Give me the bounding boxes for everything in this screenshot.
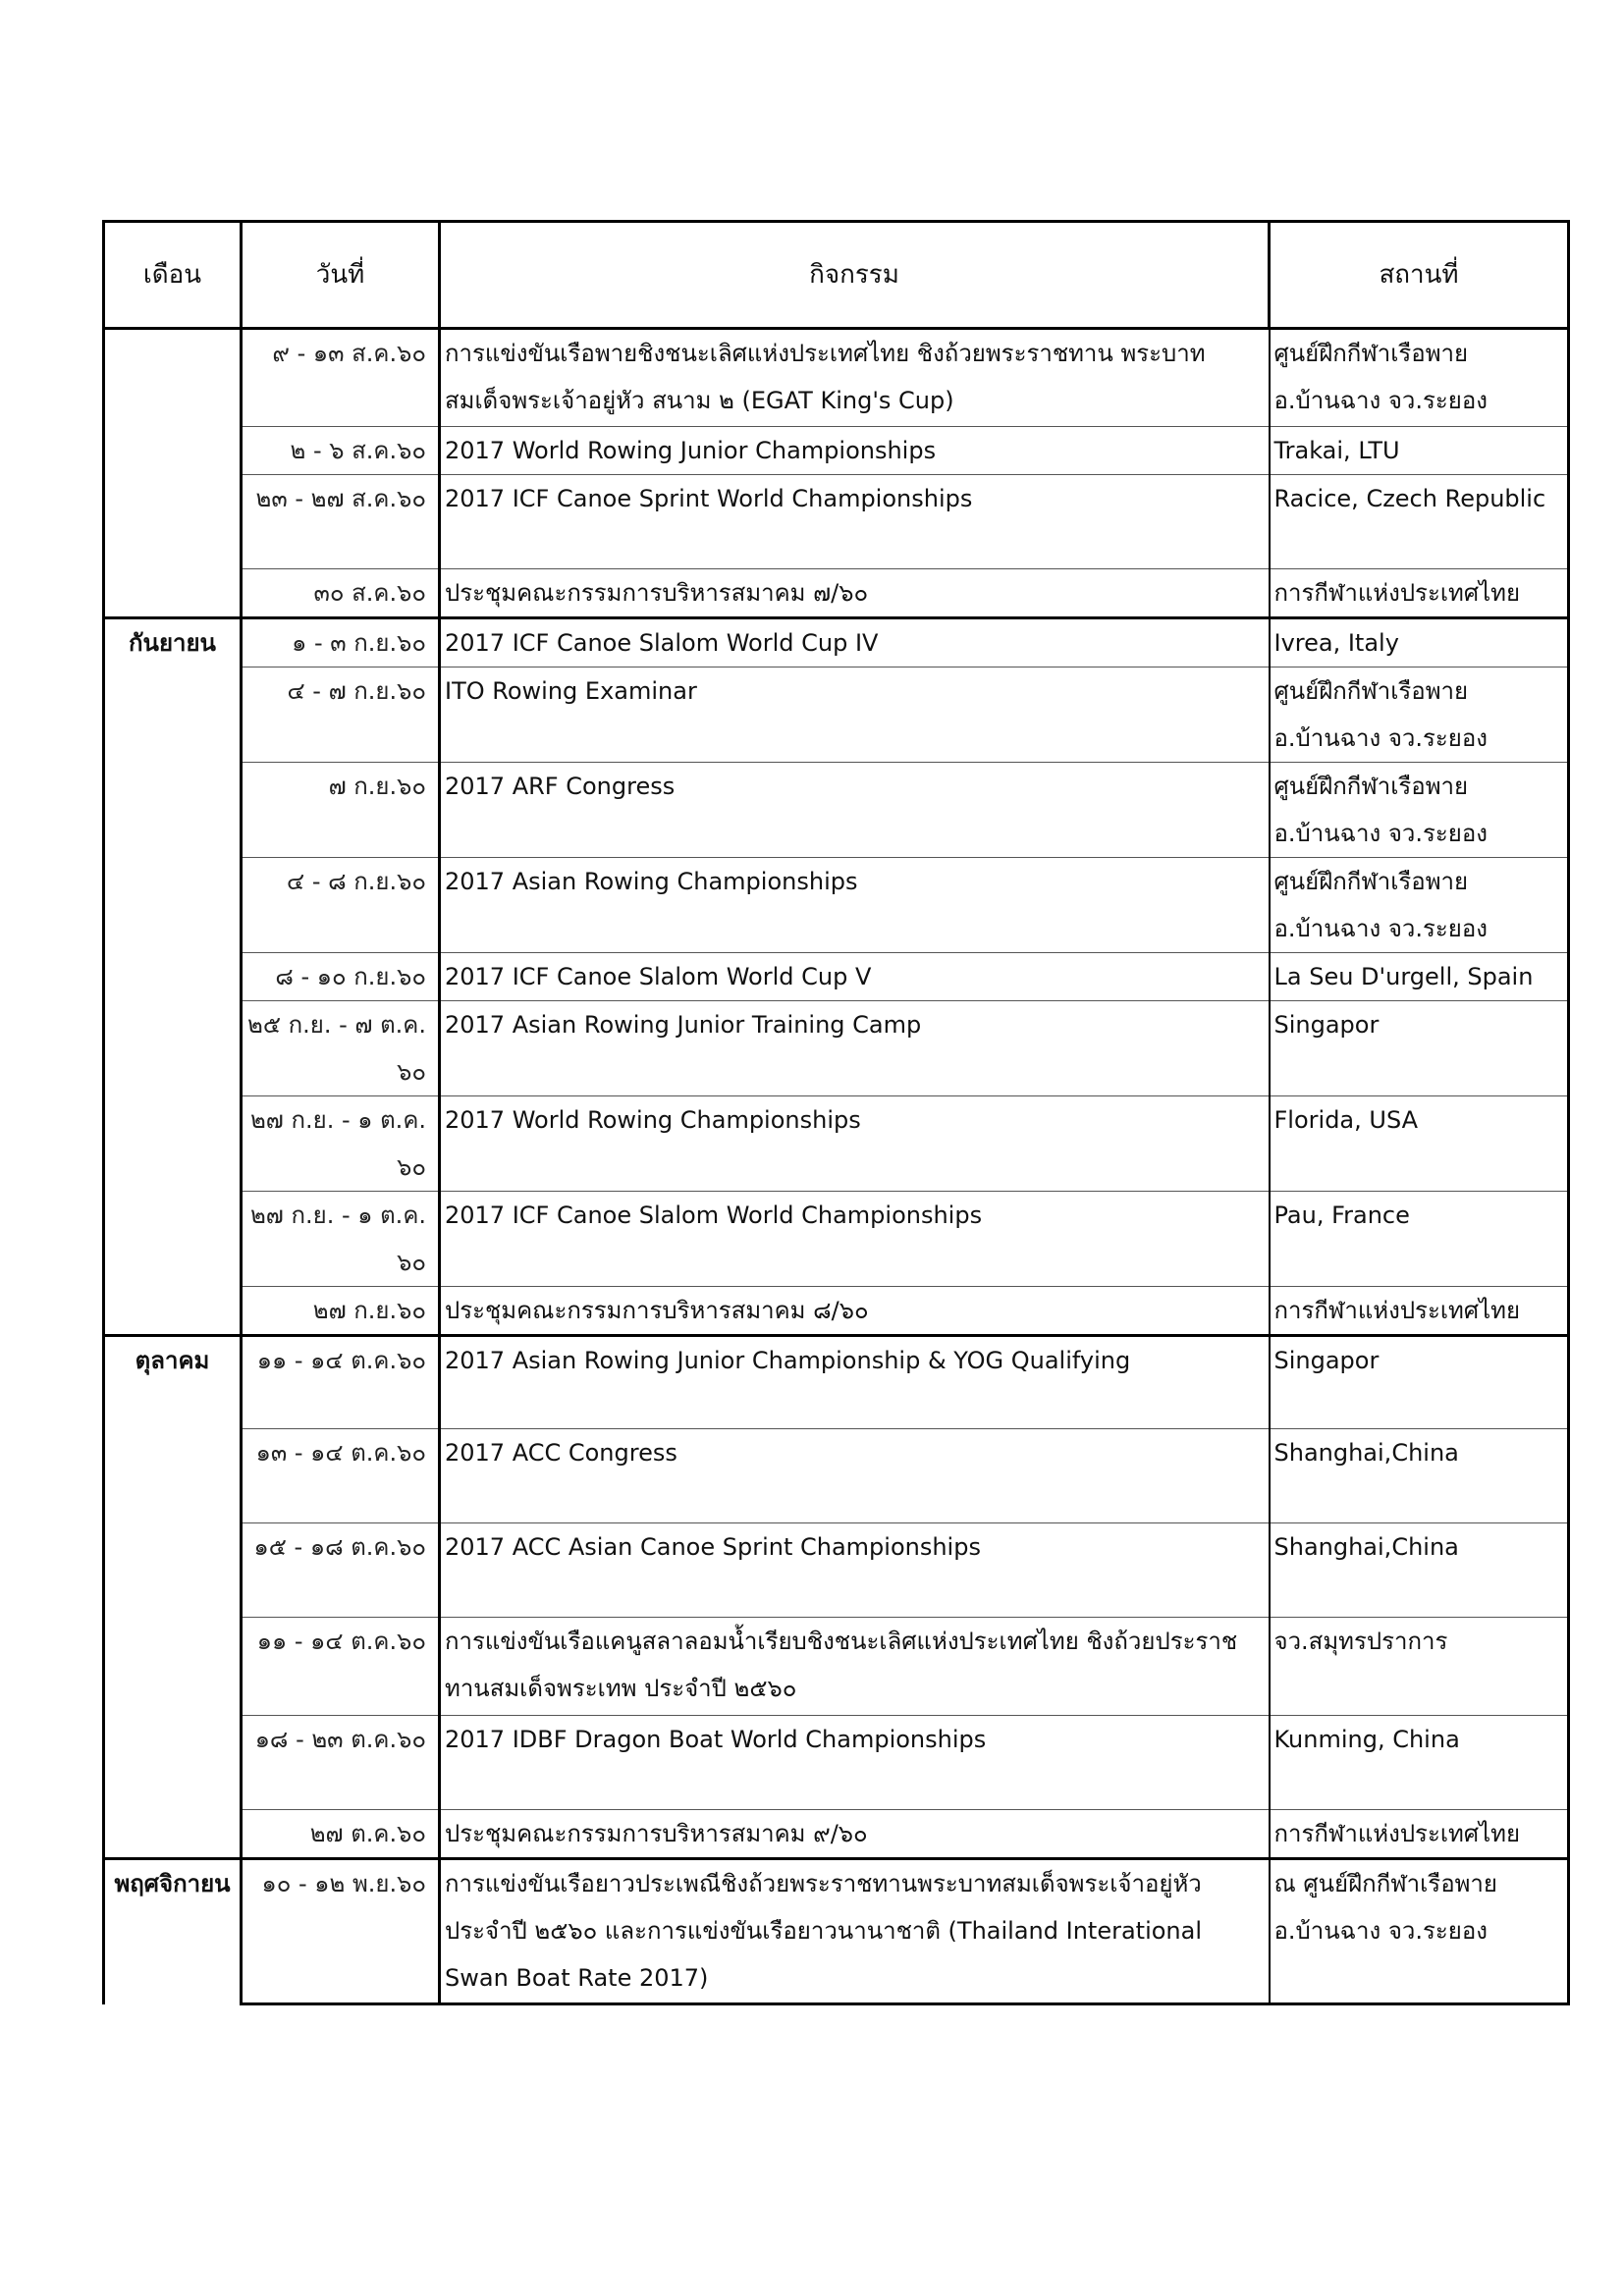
table-row [104, 1001, 1569, 1096]
activity-cell: 2017 Asian Rowing Championships [440, 858, 1270, 953]
header-venue: สถานที่ [1270, 222, 1569, 329]
activity-cell: การแข่งขันเรือพายชิงชนะเลิศแห่งประเทศไทย ชิงถ้วยพระราชทาน พระบาทสมเด็จพระเจ้าอยู่หัว สนาม ๒ (EGAT King's Cup) [440, 329, 1270, 427]
activity-cell: ประชุมคณะกรรมการบริหารสมาคม ๗/๖๐ [440, 569, 1270, 618]
month-cell [104, 475, 242, 569]
activity-cell: การแข่งขันเรือแคนูสลาลอมน้ำเรียบชิงชนะเลิศแห่งประเทศไทย ชิงถ้วยประราชทานสมเด็จพระเทพ ประจำปี ๒๕๖๐ [440, 1618, 1270, 1716]
date-cell: ๗ ก.ย.๖๐ [242, 763, 440, 858]
activity-cell: 2017 Asian Rowing Junior Training Camp [440, 1001, 1270, 1096]
venue-cell: จว.สมุทรปราการ [1270, 1618, 1569, 1716]
date-cell: ๓๐ ส.ค.๖๐ [242, 569, 440, 618]
venue-cell: Florida, USA [1270, 1096, 1569, 1192]
venue-cell: การกีฬาแห่งประเทศไทย [1270, 1810, 1569, 1859]
month-cell [104, 1429, 242, 1523]
table-row [104, 667, 1569, 763]
date-cell: ๒๓ - ๒๗ ส.ค.๖๐ [242, 475, 440, 569]
month-cell [104, 858, 242, 953]
header-activity: กิจกรรม [440, 222, 1270, 329]
table-row [104, 1810, 1569, 1859]
activity-cell: ประชุมคณะกรรมการบริหารสมาคม ๘/๖๐ [440, 1287, 1270, 1336]
activity-cell: 2017 World Rowing Junior Championships [440, 427, 1270, 475]
table-row [104, 763, 1569, 858]
table-row [104, 1523, 1569, 1618]
date-cell: ๒ - ๖ ส.ค.๖๐ [242, 427, 440, 475]
venue-cell: Singapor [1270, 1336, 1569, 1429]
venue-cell: การกีฬาแห่งประเทศไทย [1270, 569, 1569, 618]
month-cell [104, 763, 242, 858]
venue-cell: Singapor [1270, 1001, 1569, 1096]
table-row [104, 618, 1569, 667]
date-cell: ๒๗ ก.ย. - ๑ ต.ค. ๖๐ [242, 1096, 440, 1192]
month-cell [104, 1618, 242, 1716]
month-cell [104, 1810, 242, 1859]
venue-cell: Shanghai,China [1270, 1429, 1569, 1523]
activity-cell: 2017 World Rowing Championships [440, 1096, 1270, 1192]
venue-cell: การกีฬาแห่งประเทศไทย [1270, 1287, 1569, 1336]
month-cell: กันยายน [104, 618, 242, 667]
venue-cell: ณ ศูนย์ฝึกกีฬาเรือพาย อ.บ้านฉาง จว.ระยอง [1270, 1859, 1569, 2004]
date-cell: ๑๑ - ๑๔ ต.ค.๖๐ [242, 1336, 440, 1429]
activity-cell: 2017 ACC Congress [440, 1429, 1270, 1523]
table-row [104, 475, 1569, 569]
header-month: เดือน [104, 222, 242, 329]
venue-cell: ศูนย์ฝึกกีฬาเรือพาย อ.บ้านฉาง จว.ระยอง [1270, 763, 1569, 858]
table-row [104, 1618, 1569, 1716]
activity-cell: 2017 ICF Canoe Sprint World Championships [440, 475, 1270, 569]
month-cell [104, 953, 242, 1001]
activity-cell: 2017 ICF Canoe Slalom World Cup V [440, 953, 1270, 1001]
venue-cell: ศูนย์ฝึกกีฬาเรือพาย อ.บ้านฉาง จว.ระยอง [1270, 858, 1569, 953]
month-cell [104, 667, 242, 763]
venue-cell: Kunming, China [1270, 1716, 1569, 1810]
month-cell [104, 1192, 242, 1287]
table-row [104, 329, 1569, 427]
schedule-table [102, 220, 1570, 2005]
month-cell [104, 1287, 242, 1336]
activity-cell: 2017 ARF Congress [440, 763, 1270, 858]
date-cell: ๒๗ ก.ย.๖๐ [242, 1287, 440, 1336]
date-cell: ๑ - ๓ ก.ย.๖๐ [242, 618, 440, 667]
date-cell: ๑๘ - ๒๓ ต.ค.๖๐ [242, 1716, 440, 1810]
activity-cell: การแข่งขันเรือยาวประเพณีชิงถ้วยพระราชทานพระบาทสมเด็จพระเจ้าอยู่หัว ประจำปี ๒๕๖๐ และการแข่งขันเรือยาวนานาชาติ (Thailand Interational Swan Boat Rate 2017) [440, 1859, 1270, 2004]
activity-cell: ประชุมคณะกรรมการบริหารสมาคม ๙/๖๐ [440, 1810, 1270, 1859]
date-cell: ๒๗ ก.ย. - ๑ ต.ค. ๖๐ [242, 1192, 440, 1287]
table-row [104, 1336, 1569, 1429]
table-row [104, 1429, 1569, 1523]
date-cell: ๔ - ๘ ก.ย.๖๐ [242, 858, 440, 953]
venue-cell: ศูนย์ฝึกกีฬาเรือพาย อ.บ้านฉาง จว.ระยอง [1270, 329, 1569, 427]
venue-cell: Shanghai,China [1270, 1523, 1569, 1618]
activity-cell: ITO Rowing Examinar [440, 667, 1270, 763]
table-row [104, 1287, 1569, 1336]
month-cell: ตุลาคม [104, 1336, 242, 1429]
table-row [104, 858, 1569, 953]
table-row [104, 427, 1569, 475]
date-cell: ๑๓ - ๑๔ ต.ค.๖๐ [242, 1429, 440, 1523]
month-cell [104, 1523, 242, 1618]
venue-cell: Racice, Czech Republic [1270, 475, 1569, 569]
table-row [104, 953, 1569, 1001]
activity-cell: 2017 IDBF Dragon Boat World Championships [440, 1716, 1270, 1810]
venue-cell: Ivrea, Italy [1270, 618, 1569, 667]
month-cell [104, 1096, 242, 1192]
date-cell: ๘ - ๑๐ ก.ย.๖๐ [242, 953, 440, 1001]
date-cell: ๙ - ๑๓ ส.ค.๖๐ [242, 329, 440, 427]
month-cell [104, 427, 242, 475]
table-row [104, 1096, 1569, 1192]
table-row [104, 1192, 1569, 1287]
venue-cell: Trakai, LTU [1270, 427, 1569, 475]
date-cell: ๑๐ - ๑๒ พ.ย.๖๐ [242, 1859, 440, 2004]
month-cell [104, 1716, 242, 1810]
activity-cell: 2017 Asian Rowing Junior Championship & YOG Qualifying [440, 1336, 1270, 1429]
date-cell: ๑๑ - ๑๔ ต.ค.๖๐ [242, 1618, 440, 1716]
venue-cell: Pau, France [1270, 1192, 1569, 1287]
venue-cell: ศูนย์ฝึกกีฬาเรือพาย อ.บ้านฉาง จว.ระยอง [1270, 667, 1569, 763]
table-row [104, 569, 1569, 618]
header-date: วันที่ [242, 222, 440, 329]
activity-cell: 2017 ICF Canoe Slalom World Cup IV [440, 618, 1270, 667]
table-row [104, 1716, 1569, 1810]
header-row [104, 222, 1569, 329]
date-cell: ๔ - ๗ ก.ย.๖๐ [242, 667, 440, 763]
venue-cell: La Seu D'urgell, Spain [1270, 953, 1569, 1001]
date-cell: ๑๕ - ๑๘ ต.ค.๖๐ [242, 1523, 440, 1618]
activity-cell: 2017 ACC Asian Canoe Sprint Championships [440, 1523, 1270, 1618]
month-cell [104, 569, 242, 618]
month-cell [104, 1001, 242, 1096]
activity-cell: 2017 ICF Canoe Slalom World Championships [440, 1192, 1270, 1287]
date-cell: ๒๗ ต.ค.๖๐ [242, 1810, 440, 1859]
date-cell: ๒๕ ก.ย. - ๗ ต.ค. ๖๐ [242, 1001, 440, 1096]
month-cell [104, 329, 242, 427]
table-row [104, 1859, 1569, 2004]
month-cell: พฤศจิกายน [104, 1859, 242, 2004]
